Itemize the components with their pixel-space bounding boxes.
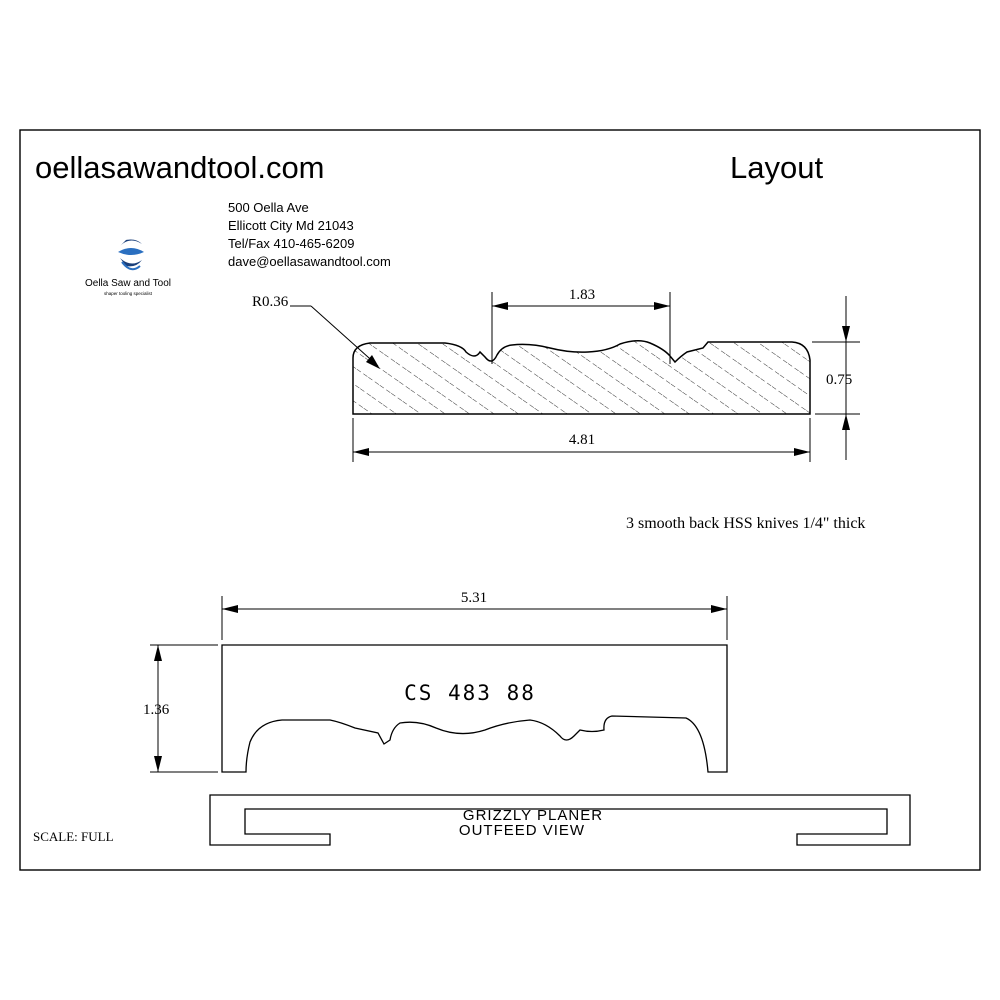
molding-profile — [353, 341, 810, 414]
knife-note: 3 smooth back HSS knives 1/4" thick — [626, 515, 866, 532]
logo-tagline: shaper tooling specialist — [103, 291, 153, 296]
contact-city: Ellicott City Md 21043 — [228, 218, 354, 233]
knife-code: CS 483 88 — [404, 681, 536, 705]
dim-knife-height — [143, 645, 218, 772]
scale-label: SCALE: FULL — [33, 829, 114, 844]
dim-knife-height-label: 1.36 — [143, 702, 170, 718]
radius-label: R0.36 — [252, 294, 289, 310]
contact-email: dave@oellasawandtool.com — [228, 254, 391, 269]
logo-name: Oella Saw and Tool — [85, 278, 171, 289]
page-title: Layout — [730, 150, 824, 185]
company-logo — [85, 240, 171, 297]
contact-phone: Tel/Fax 410-465-6209 — [228, 236, 355, 251]
planer-label-line1: GRIZZLY PLANER — [462, 807, 604, 824]
logo-mark-icon — [118, 240, 144, 270]
drawing-border — [20, 130, 980, 870]
dim-width-label: 4.81 — [568, 432, 596, 448]
dim-knife-width-label: 5.31 — [460, 590, 488, 606]
site-name: oellasawandtool.com — [35, 150, 325, 185]
knife-outline — [222, 645, 727, 772]
dim-top-width-label: 1.83 — [568, 287, 596, 303]
dim-width — [353, 418, 810, 462]
dim-height-label: 0.75 — [826, 372, 853, 388]
planer-label-line2: OUTFEED VIEW — [458, 822, 586, 839]
contact-street: 500 Oella Ave — [228, 200, 309, 215]
dim-height — [812, 296, 860, 460]
dim-knife-width — [222, 590, 727, 640]
